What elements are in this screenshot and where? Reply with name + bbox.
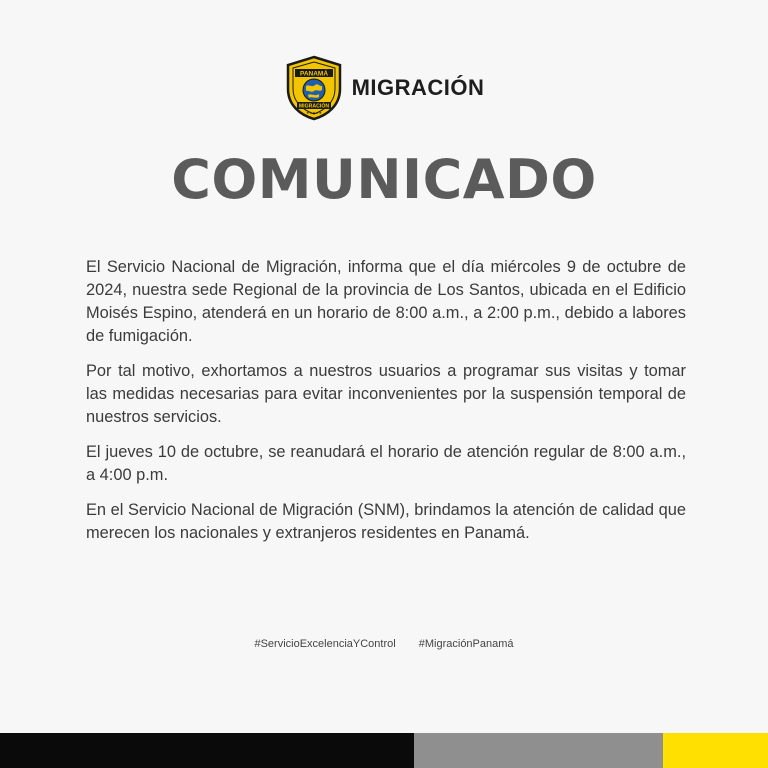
badge-top-text: PANAMÁ [299, 70, 328, 78]
communique-body [86, 256, 686, 557]
paragraph: Por tal motivo, exhortamos a nuestros usuarios a programar sus visitas y tomar las medidas necesarias para evitar inconvenientes por la suspensión temporal de nuestros servicios. [86, 362, 686, 426]
hashtag: #ServicioExcelenciaYControl [254, 638, 396, 650]
paragraph: En el Servicio Nacional de Migración (SNM), brindamos la atención de calidad que merecen los nacionales y extranjeros residentes en Panamá. [86, 501, 686, 542]
svg-text:★★★★★: ★★★★★ [305, 111, 322, 115]
hashtags [0, 638, 768, 650]
paragraph: El jueves 10 de octubre, se reanudará el horario de atención regular de 8:00 a.m., a 4:00 p.m. [86, 443, 686, 484]
paragraph: El Servicio Nacional de Migración, informa que el día miércoles 9 de octubre de 2024, nuestra sede Regional de la provincia de Los Santos, ubicada en el Edificio Moisés Espino, atenderá en un horario de 8:00 a.m., a 2:00 p.m., debido a labores de fumigación. [86, 258, 686, 345]
gray-stripe [414, 733, 663, 768]
color-stripe-footer [0, 733, 768, 768]
hashtag: #MigraciónPanamá [418, 638, 514, 650]
header [0, 55, 768, 121]
shield-globe-emblem-icon [284, 55, 344, 121]
badge-bottom-text: MIGRACIÓN [298, 103, 329, 110]
yellow-stripe [663, 733, 768, 768]
brand-name: MIGRACIÓN [351, 75, 485, 100]
page-title: COMUNICADO [171, 148, 597, 211]
black-stripe [0, 733, 414, 768]
